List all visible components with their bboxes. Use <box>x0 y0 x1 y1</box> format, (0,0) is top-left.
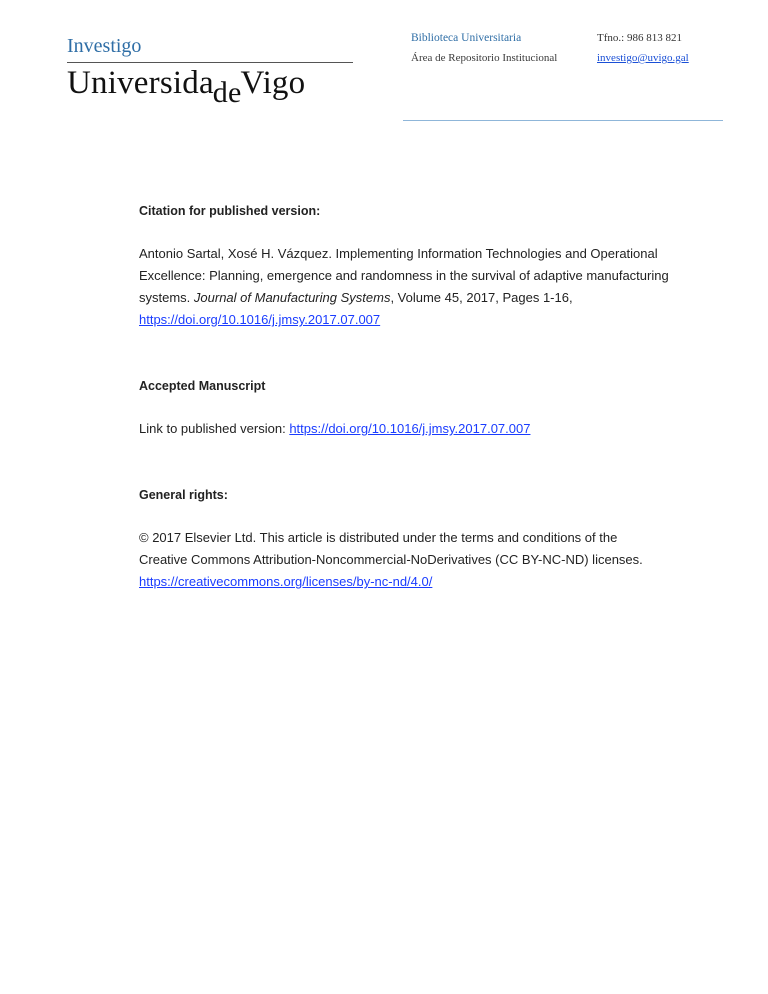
university-name <box>67 65 353 109</box>
logo-divider <box>67 62 353 63</box>
published-link-label: Link to published version: <box>139 421 290 436</box>
rights-heading: General rights: <box>139 488 228 502</box>
contact-row-repository <box>411 52 691 64</box>
citation-doi-link[interactable]: https://doi.org/10.1016/j.jmsy.2017.07.007 <box>139 312 381 327</box>
citation-volume: , Volume 45, 2017, Pages 1-16, <box>390 290 573 305</box>
email-link[interactable]: investigo@uvigo.gal <box>597 52 689 64</box>
university-logo <box>67 35 353 109</box>
license-link[interactable]: https://creativecommons.org/licenses/by-nc-nd/4.0/ <box>139 574 433 589</box>
rights-text <box>139 527 669 593</box>
phone-number: Tfno.: 986 813 821 <box>597 32 682 44</box>
university-name-de: de <box>212 76 242 109</box>
published-version-link[interactable]: https://doi.org/10.1016/j.jmsy.2017.07.007 <box>289 421 531 436</box>
citation-journal: Journal of Manufacturing Systems <box>193 290 391 305</box>
contact-info <box>411 32 691 72</box>
university-name-part2: Vigo <box>240 65 306 101</box>
published-link-line <box>139 418 669 440</box>
university-name-part1: Universida <box>67 65 214 101</box>
repository-name: Área de Repositorio Institucional <box>411 52 558 64</box>
document-body <box>139 200 669 593</box>
citation-authors-title: Antonio Sartal, Xosé H. Vázquez. Implementing Information Technologies and Operational Excellence: Planning, emergence and randomness in the survival of adaptive manufacturing systems. <box>139 246 669 305</box>
accepted-heading: Accepted Manuscript <box>139 379 266 393</box>
rights-statement: © 2017 Elsevier Ltd. This article is distributed under the terms and conditions of the Creative Commons Attribution-Noncommercial-NoDerivatives (CC BY-NC-ND) licenses. <box>139 530 643 567</box>
contact-row-library <box>411 32 691 44</box>
library-name: Biblioteca Universitaria <box>411 32 522 44</box>
investigo-logo-text: Investigo <box>67 35 142 57</box>
header-divider <box>403 120 723 121</box>
citation-text <box>139 243 669 331</box>
citation-heading: Citation for published version: <box>139 204 321 218</box>
